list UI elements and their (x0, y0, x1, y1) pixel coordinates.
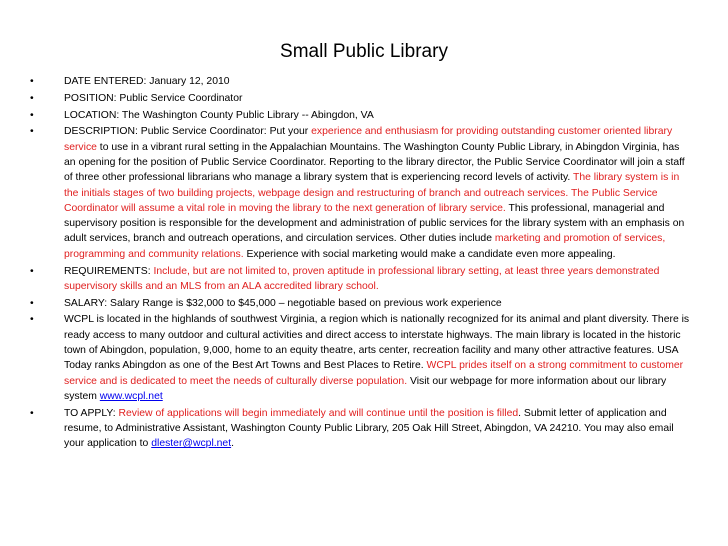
apply-highlight: Review of applications will begin immediately and will continue until the position is filled (118, 407, 519, 419)
apply-text-3: . (231, 438, 234, 450)
description-highlight-2: The library system is in the initials stages of two building projects, webpage design and restructuring of branch and outreach services. The Public Service Coordinator will assume a vital role in moving the library to the next generation of library service. (64, 172, 680, 214)
bullet-salary (30, 296, 690, 311)
bullet-description (30, 124, 690, 262)
bullet-icon: • (30, 407, 34, 419)
bullet-position (30, 91, 690, 106)
bullet-location (30, 108, 690, 123)
requirements-highlight: Include, but are not limited to, proven aptitude in professional library setting, at least three years demonstrated supervisory skills and an MLS from an ALA accredited library school. (64, 265, 660, 292)
wcpl-text-2: Visit our webpage for more information about our library system (64, 375, 667, 402)
requirements-label: REQUIREMENTS: (64, 265, 154, 277)
bullet-icon: • (30, 92, 34, 104)
description-text-4: Experience with social marketing would make a candidate even more appealing. (243, 248, 616, 260)
bullet-icon: • (30, 314, 34, 326)
bullet-wcpl (30, 312, 690, 404)
bullet-icon: • (30, 265, 34, 277)
apply-label: TO APPLY: (64, 407, 119, 419)
bullet-date-entered (30, 74, 690, 89)
apply-email-link[interactable]: dlester@wcpl.net (151, 438, 232, 450)
bullet-icon: • (30, 76, 34, 87)
bullet-icon: • (30, 126, 34, 138)
apply-text-2: . Submit letter of application and resume, to Administrative Assistant, Washington County Public Library, 205 Oak Hill Street, Abingdon, VA 24210. You may also email your application to (64, 407, 674, 450)
position-text: POSITION: Public Service Coordinator (64, 92, 243, 104)
wcpl-highlight: WCPL prides itself on a strong commitment to customer service and is dedicated to meet the needs of culturally diverse population. (64, 360, 684, 387)
date-entered-text: DATE ENTERED: January 12, 2010 (64, 76, 230, 87)
bullet-icon: • (30, 109, 34, 121)
description-text-2: to use in a vibrant rural setting in the Appalachian Mountains. The Washington County Public Library, in Abingdon Virginia, has an opening for the position of Public Service Coordinator. Reporting to the library director, the Public Service Coordinator will join a staff of three other professional librarians who manage a library system that is experiencing record levels of activity. (64, 141, 685, 184)
location-text: LOCATION: The Washington County Public Library -- Abingdon, VA (64, 109, 374, 121)
wcpl-text-1: WCPL is located in the highlands of southwest Virginia, a region which is nationally recognized for its animal and plant diversity. There is ready access to many outdoor and cultural activities and direct access to interstate highways. The main library is located in the historic town of Abingdon, population, 9,000, home to an equity theatre, arts center, recreation facility and many other attractive features. USA Today ranks Abingdon as one of the Best Art Towns and Best Places to Retire. (64, 314, 690, 372)
description-highlight-3: marketing and promotion of services, programming and community relations. (64, 233, 666, 260)
bullet-to-apply (30, 406, 690, 452)
salary-text: SALARY: Salary Range is $32,000 to $45,000 – negotiable based on previous work experience (64, 297, 502, 309)
bullet-requirements (30, 264, 690, 295)
slide-title: Small Public Library (280, 41, 448, 62)
description-text-1: DESCRIPTION: Public Service Coordinator: Put your (64, 126, 312, 138)
bullet-icon: • (30, 297, 34, 309)
wcpl-website-link[interactable]: www.wcpl.net (99, 390, 163, 402)
bullet-list (30, 74, 690, 453)
description-highlight-1: experience and enthusiasm for providing outstanding customer oriented library service (64, 126, 673, 153)
description-text-3: This professional, managerial and supervisory position is responsible for the development and administration of public services for the library system with an emphasis on adult services, branch and outreach operations, and circulation services. Other duties include (64, 202, 685, 245)
